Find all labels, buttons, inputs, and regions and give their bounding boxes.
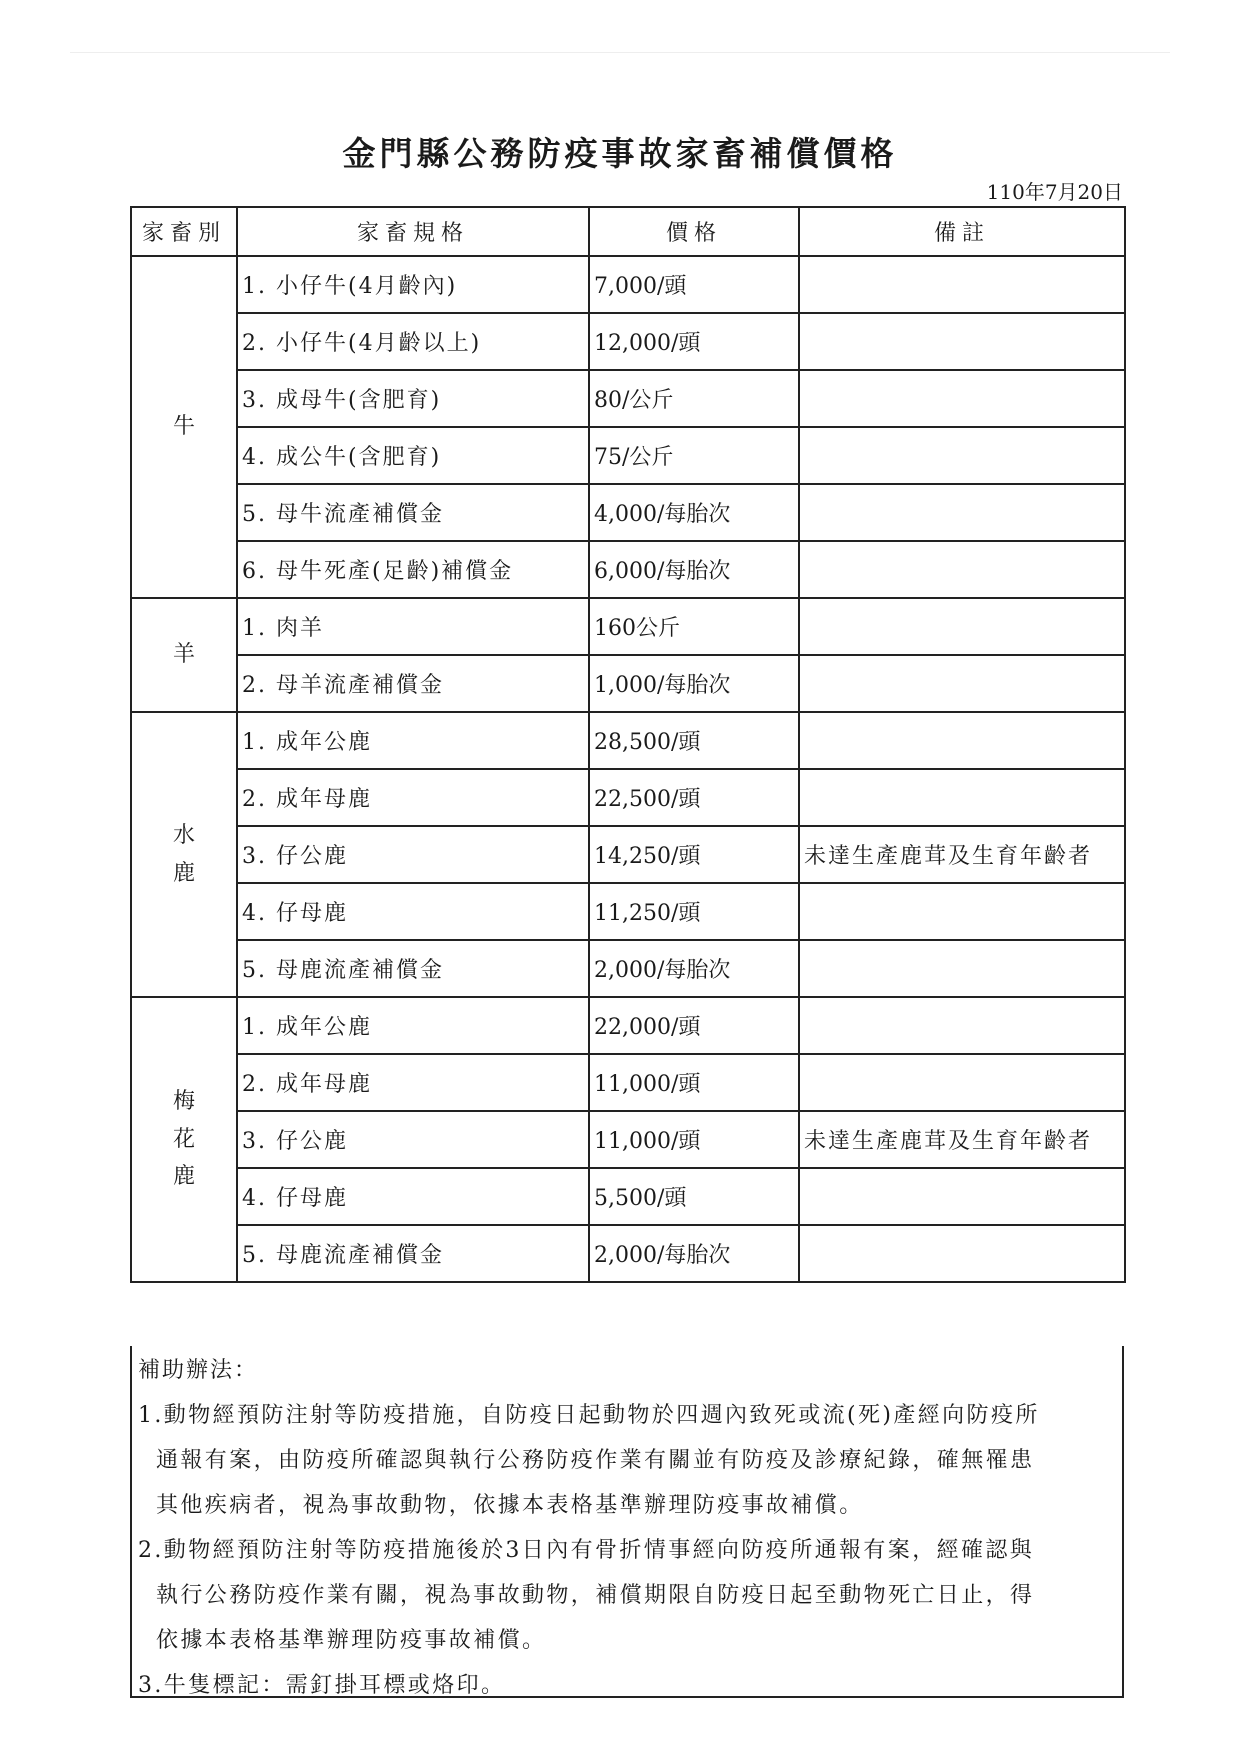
note-item [138, 1663, 1116, 1708]
category-label: 牛 [172, 414, 195, 440]
note-line: 執行公務防疫作業有關，視為事故動物，補償期限自防疫日起至動物死亡日止，得 [156, 1583, 1035, 1608]
table-row [131, 1225, 1125, 1282]
note-cell [799, 883, 1125, 940]
note-cell: 未達生產鹿茸及生育年齡者 [799, 826, 1125, 883]
note-line: 其他疾病者，視為事故動物，依據本表格基準辦理防疫事故補償。 [156, 1493, 864, 1518]
livestock-spec: 3. 成母牛(含肥育) [237, 370, 589, 427]
header-note: 備註 [799, 207, 1125, 256]
price-cell: 160公斤 [589, 598, 799, 655]
header-spec: 家畜規格 [237, 207, 589, 256]
document-title: 金門縣公務防疫事故家畜補償價格 [342, 134, 898, 173]
price-cell: 5,500/頭 [589, 1168, 799, 1225]
table-row [131, 826, 1125, 883]
table-row [131, 655, 1125, 712]
livestock-spec: 4. 成公牛(含肥育) [237, 427, 589, 484]
note-line: 依據本表格基準辦理防疫事故補償。 [156, 1628, 547, 1653]
price-cell: 11,000/頭 [589, 1111, 799, 1168]
table-row [131, 712, 1125, 769]
table-header-row [131, 207, 1125, 256]
price-cell: 2,000/每胎次 [589, 1225, 799, 1282]
table-row [131, 427, 1125, 484]
price-cell: 6,000/每胎次 [589, 541, 799, 598]
livestock-spec: 6. 母牛死產(足齡)補償金 [237, 541, 589, 598]
livestock-spec: 1. 肉羊 [237, 598, 589, 655]
note-cell [799, 940, 1125, 997]
livestock-category [131, 256, 237, 598]
livestock-spec: 1. 成年公鹿 [237, 712, 589, 769]
table-row [131, 256, 1125, 313]
table-row [131, 997, 1125, 1054]
price-cell: 14,250/頭 [589, 826, 799, 883]
note-cell [799, 655, 1125, 712]
note-line: 通報有案，由防疫所確認與執行公務防疫作業有關並有防疫及診療紀錄，確無罹患 [156, 1448, 1035, 1473]
price-cell: 2,000/每胎次 [589, 940, 799, 997]
livestock-spec: 5. 母牛流產補償金 [237, 484, 589, 541]
compensation-price-table [130, 206, 1126, 1283]
scan-edge-line [70, 52, 1170, 53]
note-cell [799, 598, 1125, 655]
note-cell [799, 370, 1125, 427]
price-cell: 11,000/頭 [589, 1054, 799, 1111]
note-cell [799, 1054, 1125, 1111]
price-cell: 4,000/每胎次 [589, 484, 799, 541]
note-cell [799, 313, 1125, 370]
table-row [131, 769, 1125, 826]
note-cell [799, 484, 1125, 541]
table-row [131, 1168, 1125, 1225]
livestock-spec: 2. 成年母鹿 [237, 769, 589, 826]
livestock-spec: 2. 母羊流產補償金 [237, 655, 589, 712]
note-cell [799, 712, 1125, 769]
notes-heading: 補助辦法： [138, 1358, 259, 1383]
livestock-spec: 4. 仔母鹿 [237, 883, 589, 940]
category-label: 梅花鹿 [172, 1089, 195, 1190]
livestock-spec: 5. 母鹿流產補償金 [237, 940, 589, 997]
table-row [131, 940, 1125, 997]
note-cell [799, 541, 1125, 598]
table-row [131, 370, 1125, 427]
table-row [131, 598, 1125, 655]
price-cell: 28,500/頭 [589, 712, 799, 769]
price-cell: 80/公斤 [589, 370, 799, 427]
table-row [131, 541, 1125, 598]
price-cell: 1,000/每胎次 [589, 655, 799, 712]
table-row [131, 1054, 1125, 1111]
livestock-spec: 4. 仔母鹿 [237, 1168, 589, 1225]
note-item [138, 1393, 1116, 1528]
note-line: 2.動物經預防注射等防疫措施後於3日內有骨折情事經向防疫所通報有案，經確認與 [138, 1538, 1035, 1563]
notes-list [138, 1393, 1116, 1708]
category-label: 羊 [172, 642, 195, 668]
note-cell [799, 256, 1125, 313]
table-row [131, 883, 1125, 940]
category-label: 水鹿 [172, 823, 195, 886]
table-row [131, 313, 1125, 370]
note-cell [799, 1168, 1125, 1225]
header-price: 價格 [589, 207, 799, 256]
header-category: 家畜別 [131, 207, 237, 256]
document-date: 110年7月20日 [986, 180, 1123, 204]
livestock-spec: 1. 成年公鹿 [237, 997, 589, 1054]
note-cell [799, 769, 1125, 826]
note-cell: 未達生產鹿茸及生育年齡者 [799, 1111, 1125, 1168]
table-row [131, 1111, 1125, 1168]
table-row [131, 484, 1125, 541]
livestock-category [131, 997, 237, 1282]
livestock-spec: 2. 成年母鹿 [237, 1054, 589, 1111]
subsidy-notes [130, 1346, 1124, 1698]
livestock-spec: 2. 小仔牛(4月齡以上) [237, 313, 589, 370]
price-cell: 22,000/頭 [589, 997, 799, 1054]
note-cell [799, 997, 1125, 1054]
table-body [131, 256, 1125, 1282]
note-item [138, 1528, 1116, 1663]
note-line: 3.牛隻標記：需釘掛耳標或烙印。 [138, 1673, 506, 1698]
price-cell: 22,500/頭 [589, 769, 799, 826]
price-cell: 75/公斤 [589, 427, 799, 484]
price-cell: 11,250/頭 [589, 883, 799, 940]
price-cell: 12,000/頭 [589, 313, 799, 370]
livestock-category [131, 598, 237, 712]
livestock-spec: 5. 母鹿流產補償金 [237, 1225, 589, 1282]
livestock-spec: 3. 仔公鹿 [237, 1111, 589, 1168]
note-line: 1.動物經預防注射等防疫措施，自防疫日起動物於四週內致死或流(死)產經向防疫所 [138, 1403, 1040, 1428]
livestock-spec: 3. 仔公鹿 [237, 826, 589, 883]
livestock-category [131, 712, 237, 997]
livestock-spec: 1. 小仔牛(4月齡內) [237, 256, 589, 313]
note-cell [799, 427, 1125, 484]
note-cell [799, 1225, 1125, 1282]
price-cell: 7,000/頭 [589, 256, 799, 313]
